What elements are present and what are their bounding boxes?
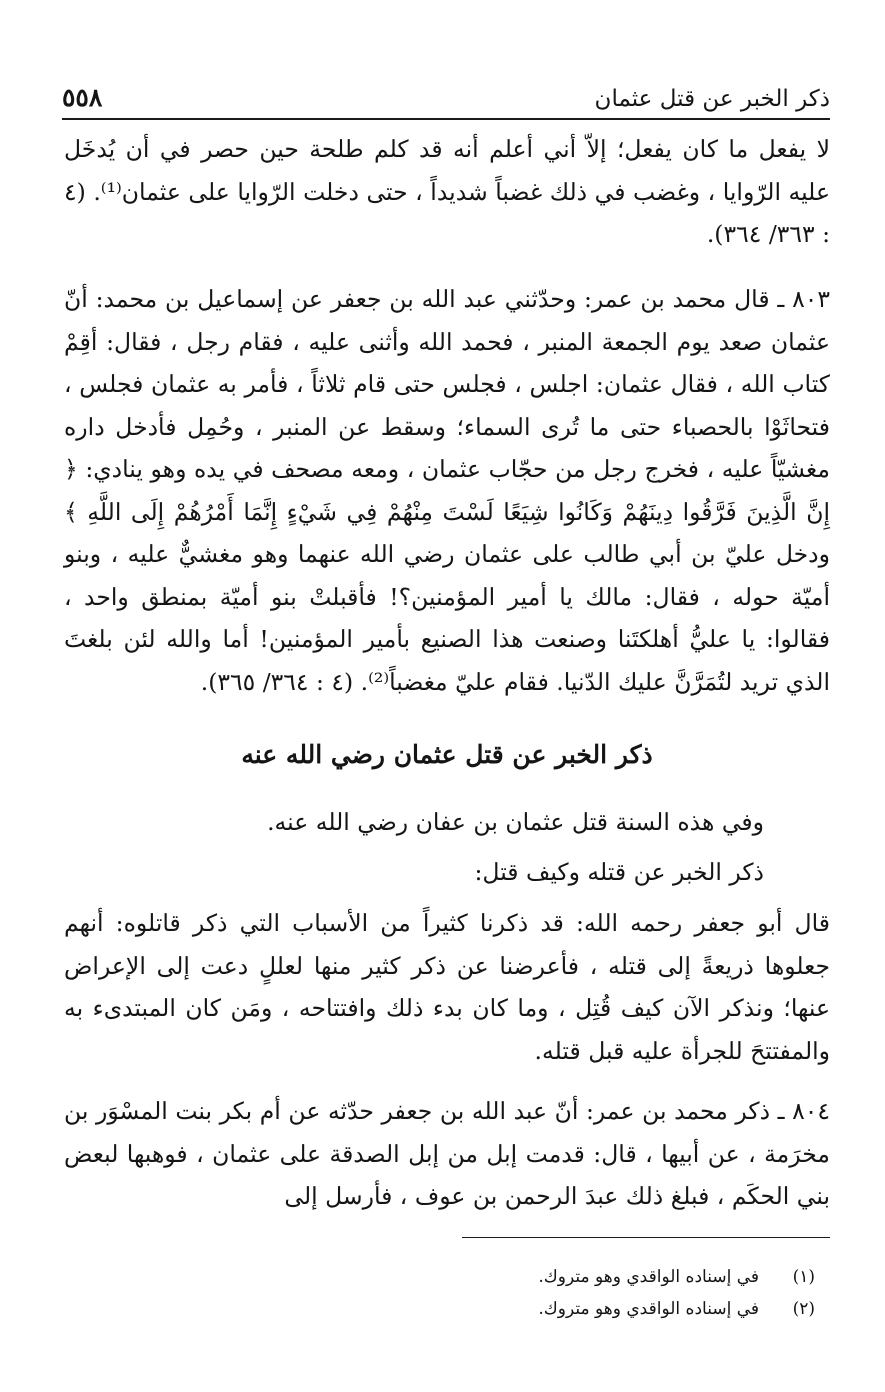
footnote-text: في إسناده الواقدي وهو متروك.	[538, 1299, 759, 1319]
footnote-text: في إسناده الواقدي وهو متروك.	[538, 1267, 759, 1287]
section-title: ذكر الخبر عن قتل عثمان رضي الله عنه	[241, 740, 653, 769]
page-header	[62, 72, 830, 112]
quran-verse: ﴿ إِنَّ الَّذِينَ فَرَّقُوا دِينَهُمْ وَكَانُوا شِيَعًا لَسْتَ مِنْهُمْ فِي شَيْءٍ إِنَّمَا أَمْرُهُمْ إِلَى اللَّهِ ﴾	[64, 455, 830, 526]
footnote-2	[538, 1297, 815, 1321]
paragraph-803-text-b: ودخل عليّ بن أبي طالب على عثمان رضي الله عنهما وهو مغشيٌّ عليه ، وبنو أميّة حوله ، فقال: مالك يا أمير المؤمنين؟! فأقبلتْ بنو أميّة بمنطق واحد ، فقالوا: يا عليُّ أهلكتَنا وصنعت هذا الصنيع بأمير المؤمنين! أما والله لئن بلغتَ الذي تريد لتُمَرَّنَّ عليك الدّنيا. فقام عليّ مغضباً⁽²⁾. (٤ : ٣٦٤/ ٣٦٥).	[64, 540, 830, 696]
paragraph-803-text-a: ٨٠٣ ـ قال محمد بن عمر: وحدّثني عبد الله بن جعفر عن إسماعيل بن محمد: أنّ عثمان صعد يوم الجمعة المنبر ، فحمد الله وأثنى عليه ، فقام رجل ، فقال: أقِمْ كتاب الله ، فقال عثمان: اجلس ، فجلس حتى قام ثلاثاً ، فأمر به عثمان فجلس ، فتحاثَوْا بالحصباء حتى ما تُرى السماء؛ وسقط عن المنبر ، وحُمِل فأدخل داره مغشيّاً عليه ، فخرج رجل من حجّاب عثمان ، ومعه مصحف في يده وهو ينادي:	[64, 285, 830, 483]
page-number: ٥٥٨	[62, 83, 103, 112]
paragraph-1: لا يفعل ما كان يفعل؛ إلاّ أني أعلم أنه قد كلم طلحة حين حصر في أن يُدخَل عليه الرّوايا ، وغضب في ذلك غضباً شديداً ، حتى دخلت الرّوايا على عثمان⁽¹⁾. (٤ : ٣٦٣/ ٣٦٤).	[64, 135, 830, 248]
paragraph-abu-jafar: قال أبو جعفر رحمه الله: قد ذكرنا كثيراً من الأسباب التي ذكر قاتلوه: أنهم جعلوها ذريعةً إلى قتله ، فأعرضنا عن ذكر كثير منها لعللٍ دعت إلى الإعراض عنها؛ ونذكر الآن كيف قُتِل ، وما كان بدء ذلك وافتتاحه ، ومَن كان المبتدىء به والمفتتحَ للجرأة عليه قبل قتله.	[64, 909, 830, 1065]
footnote-rule	[462, 1237, 830, 1238]
footnote-1	[538, 1265, 815, 1289]
intro-line-2: ذكر الخبر عن قتله وكيف قتل:	[474, 858, 764, 886]
running-title: ذكر الخبر عن قتل عثمان	[594, 86, 830, 112]
paragraph-804: ٨٠٤ ـ ذكر محمد بن عمر: أنّ عبد الله بن جعفر حدّثه عن أم بكر بنت المسْوَر بن مخرَمة ، عن أبيها ، قال: قدمت إبل من إبل الصدقة على عثمان ، فوهبها لبعض بني الحكَم ، فبلغ ذلك عبدَ الرحمن بن عوف ، فأرسل إلى	[64, 1097, 830, 1210]
header-rule	[62, 118, 830, 120]
footnote-number: (٢)	[792, 1299, 815, 1319]
footnote-number: (١)	[792, 1267, 815, 1287]
intro-line-1: وفي هذه السنة قتل عثمان بن عفان رضي الله عنه.	[267, 808, 764, 836]
paragraph-803	[64, 278, 830, 703]
